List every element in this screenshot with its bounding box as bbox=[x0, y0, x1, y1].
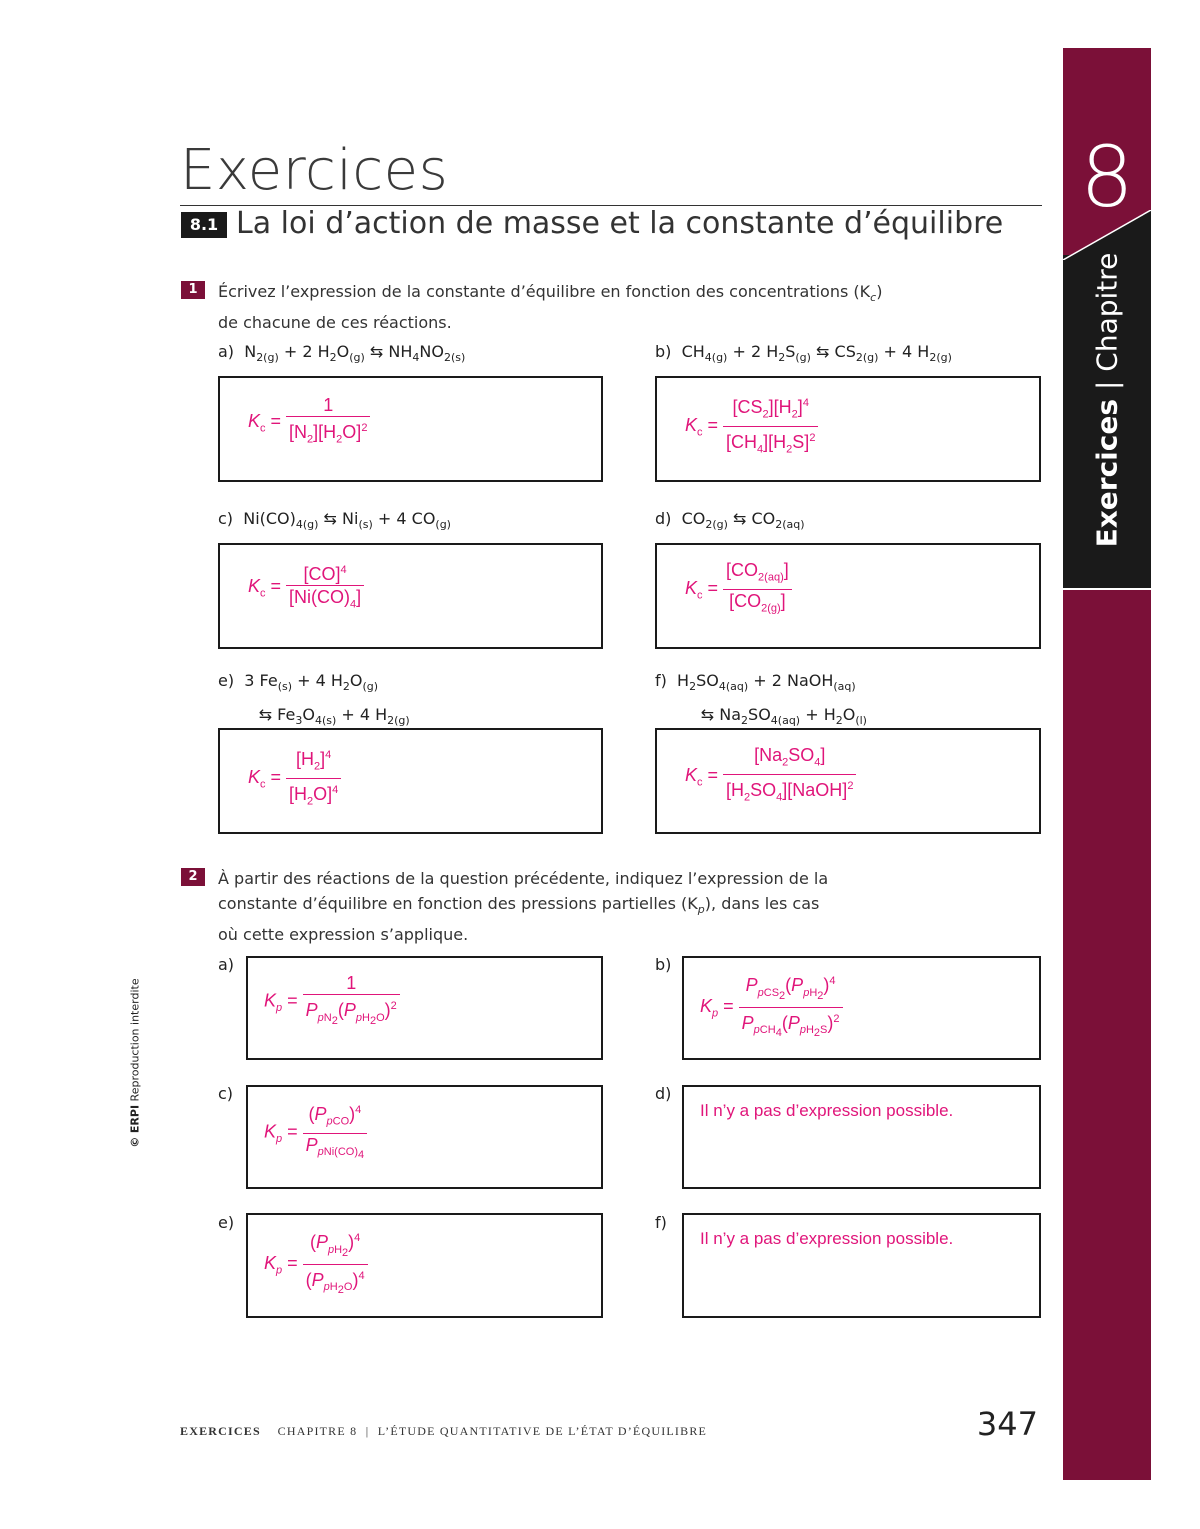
sidebar-separator: | bbox=[1090, 380, 1124, 391]
question-2-badge: 2 bbox=[181, 868, 205, 886]
question-1-badge: 1 bbox=[181, 281, 205, 299]
item-label: d) bbox=[655, 509, 672, 528]
kc-formula-1d: $K_c$ = $\frac{[CO_{2(aq)}]}{[CO_{2(g)}]}$ bbox=[685, 559, 792, 619]
answer-box-1a[interactable] bbox=[218, 376, 603, 482]
footer-section: EXERCICES bbox=[180, 1424, 261, 1438]
item-2d-label: d) bbox=[655, 1084, 672, 1103]
kc-formula-1f: $K_c$ = $\frac{[Na_2SO_4]}{[H_2SO_4][NaOH]^2}$ bbox=[685, 744, 856, 808]
answer-box-2b[interactable] bbox=[682, 956, 1041, 1060]
kp-formula-2e: $K_p$ = $\frac{(P_{pH_2})^4}{(P_{pH_2O})^4}$ bbox=[264, 1227, 368, 1302]
section-title: La loi d’action de masse et la constante d’équilibre bbox=[236, 206, 1004, 241]
copyright-text: Reproduction interdite bbox=[128, 978, 142, 1102]
sidebar-label-bold: Exercices bbox=[1090, 398, 1124, 548]
item-label: b) bbox=[655, 342, 672, 361]
reaction-1e: e) 3 $Fe_{(s)} + 4$ $H_2O_{(g)}$ ⇆ $Fe_3O_{4(s)} + 4$ $H_{2(g)}$ bbox=[218, 671, 410, 728]
copyright-notice bbox=[129, 978, 142, 1147]
question-1-kc-sub: c bbox=[870, 291, 877, 305]
question-2-text-line2a: constante d’équilibre en fonction des pressions partielles (K bbox=[218, 894, 698, 913]
item-2b-label: b) bbox=[655, 955, 672, 974]
no-expression-2d: Il n’y a pas d’expression possible. bbox=[700, 1101, 954, 1120]
page-title: Exercices bbox=[180, 138, 449, 203]
page-number: 347 bbox=[976, 1405, 1038, 1443]
reaction-1f: f) $H_2SO_{4(aq)} + 2$ NaOH$_{(aq)}$ ⇆ $Na_2SO_{4(aq)} + H_2O_{(l)}$ bbox=[655, 671, 867, 728]
answer-box-2a[interactable] bbox=[246, 956, 603, 1060]
footer-separator: | bbox=[365, 1424, 370, 1438]
reaction-1c: c) $Ni(CO)_{4(g)}$ ⇆ $Ni_{(s)} + 4$ $CO_{(g)}$ bbox=[218, 509, 451, 532]
chapter-number: 8 bbox=[1080, 128, 1134, 226]
answer-box-2e[interactable] bbox=[246, 1213, 603, 1318]
question-1-text-close: ) bbox=[876, 282, 883, 301]
copyright-symbol: © bbox=[128, 1136, 142, 1148]
kc-formula-1e: $K_c$ = $\frac{[H_2]^4}{[H_2O]^4}$ bbox=[248, 744, 341, 812]
section-number-badge: 8.1 bbox=[181, 212, 227, 238]
question-2-text bbox=[218, 866, 828, 947]
kp-formula-2a: $K_p$ = $\frac{1}{P_{pN_2}(P_{pH_2O})^2}$ bbox=[264, 972, 400, 1032]
question-2-kp-sub: p bbox=[697, 903, 705, 917]
reaction-1b: b) $CH_{4(g)} + 2$ $H_2S_{(g)}$ ⇆ $CS_{2(g)} + 4$ $H_{2(g)}$ bbox=[655, 342, 952, 365]
item-label: c) bbox=[218, 509, 234, 528]
answer-box-1f[interactable] bbox=[655, 728, 1041, 834]
kc-formula-1b: $K_c$ = $\frac{[CS_2][H_2]^4}{[CH_4][H_2S]^2}$ bbox=[685, 392, 818, 460]
question-2-text-line2b: ), dans les cas bbox=[704, 894, 820, 913]
item-label: e) bbox=[218, 671, 235, 690]
item-label: a) bbox=[218, 342, 235, 361]
reaction-1d: d) $CO_{2(g)}$ ⇆ $CO_{2(aq)}$ bbox=[655, 509, 805, 532]
item-2e-label: e) bbox=[218, 1213, 235, 1232]
kp-formula-2b: $K_p$ = $\frac{P_{pCS_2}(P_{pH_2})^4}{P_{pCH_4}(P_{pH_2S})^2}$ bbox=[700, 970, 843, 1045]
question-1-text bbox=[218, 279, 882, 335]
answer-box-1d[interactable] bbox=[655, 543, 1041, 649]
sidebar-label bbox=[1091, 253, 1124, 548]
answer-box-1e[interactable] bbox=[218, 728, 603, 834]
answer-box-2f[interactable] bbox=[682, 1213, 1041, 1318]
kc-formula-1a: $K_c$ = $\frac{1}{[N_2][H_2O]^2}$ bbox=[248, 394, 370, 451]
kc-formula-1c: $K_c$ = $\frac{[CO]^4}{[Ni(CO)_4]}$ bbox=[248, 559, 364, 616]
sidebar-label-light: Chapitre bbox=[1090, 252, 1124, 372]
question-2-text-line1: À partir des réactions de la question précédente, indiquez l’expression de la bbox=[218, 869, 829, 888]
answer-box-1b[interactable] bbox=[655, 376, 1041, 482]
item-2a-label: a) bbox=[218, 955, 235, 974]
question-1-text-line1: Écrivez l’expression de la constante d’équilibre en fonction des concentrations (K bbox=[218, 282, 871, 301]
question-2-text-line3: où cette expression s’applique. bbox=[218, 925, 469, 945]
footer bbox=[180, 1424, 707, 1439]
reaction-1a: a) $N_{2(g)} + 2$ $H_2O_{(g)}$ ⇆ $NH_4NO_{2(s)}$ bbox=[218, 342, 466, 365]
item-label: f) bbox=[655, 671, 667, 690]
item-2c-label: c) bbox=[218, 1084, 234, 1103]
item-2f-label: f) bbox=[655, 1213, 667, 1232]
answer-box-2c[interactable] bbox=[246, 1085, 603, 1189]
question-1-text-line2: de chacune de ces réactions. bbox=[218, 313, 452, 333]
answer-box-2d[interactable] bbox=[682, 1085, 1041, 1189]
footer-chapter-title: L’ÉTUDE QUANTITATIVE DE L’ÉTAT D’ÉQUILIBRE bbox=[377, 1424, 708, 1438]
footer-chapter: CHAPITRE 8 bbox=[277, 1424, 358, 1438]
answer-box-1c[interactable] bbox=[218, 543, 603, 649]
sidebar-band-bottom bbox=[1063, 590, 1151, 1480]
kp-formula-2c: $K_p$ = $\frac{(P_{pCO})^4}{P_{pNi(CO)_4}}$ bbox=[264, 1099, 367, 1166]
no-expression-2f: Il n’y a pas d’expression possible. bbox=[700, 1229, 954, 1248]
publisher-logo: ERPI bbox=[128, 1104, 142, 1134]
